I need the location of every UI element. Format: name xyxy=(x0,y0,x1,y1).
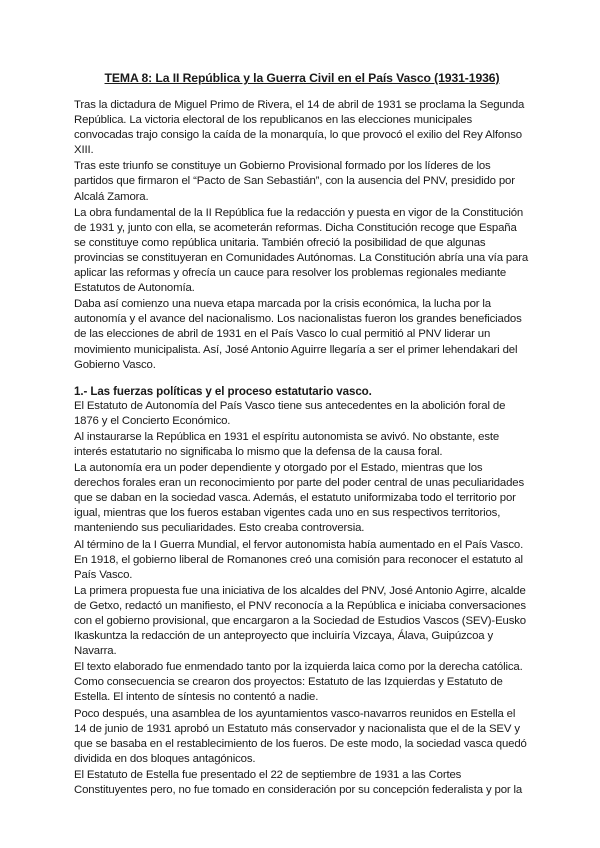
section-paragraph-5: La primera propuesta fue una iniciativa de los alcaldes del PNV, José Antonio Agirre, alcalde de Getxo, redactó un manifiesto, el PNV reconocía a la República e iniciaba conversaciones con el gobierno provisional, que encargaron a la Sociedad de Estudios Vascos (SEV)-Eusko Ikaskuntza la redacción de un anteproyecto que incluiría Vizcaya, Álava, Guipúzcoa y Navarra. xyxy=(74,584,526,658)
section-paragraph-2: Al instaurarse la República en 1931 el espíritu autonomista se avivó. No obstante, este interés estatutario no significaba lo mismo que la defensa de la causa foral. xyxy=(74,430,500,458)
section-paragraph-1: El Estatuto de Autonomía del País Vasco tiene sus antecedentes en la abolición foral de 1876 y el Concierto Económico. xyxy=(74,399,506,427)
section-heading: 1.- Las fuerzas políticas y el proceso estatutario vasco. xyxy=(74,384,372,398)
intro-paragraph-3: La obra fundamental de la II República fue la redacción y puesta en vigor de la Constitución de 1931 y, junto con ella, se acometerán reformas. Dicha Constitución recoge que España se constituye como república unitaria. También ofreció la posibilidad de que algunas provincias se constituyeran en Comunidades Autónomas. La Constitución abría una vía para aplicar las reformas y ofrecía un cauce para resolver los problemas regionales mediante Estatutos de Autonomía. xyxy=(74,206,529,295)
intro-paragraph-2: Tras este triunfo se constituye un Gobierno Provisional formado por los líderes de los partidos que firmaron el “Pacto de San Sebastián”, con la ausencia del PNV, presidido por Alcalá Zamora. xyxy=(74,160,515,203)
section-paragraph-8: El Estatuto de Estella fue presentado el 22 de septiembre de 1931 a las Cortes Constituyentes pero, no fue tomado en consideración por su concepción federalista y por la xyxy=(74,768,523,797)
intro-section xyxy=(74,98,530,373)
section-paragraph-7: Poco después, una asamblea de los ayuntamientos vasco-navarros reunidos en Estella el 14 de junio de 1931 aprobó un Estatuto más conservador y nacionalista que el de la SEV y que se basaba en el restablecimiento de los fueros. De este modo, la sociedad vasca quedó dividida en dos bloques antagónicos. xyxy=(74,707,527,765)
intro-paragraph-1: Tras la dictadura de Miguel Primo de Rivera, el 14 de abril de 1931 se proclama la Segunda República. La victoria electoral de los republicanos en las elecciones municipales convocadas trajo consigo la caída de la monarquía, lo que provocó el exilio del Rey Alfonso XIII. xyxy=(74,99,525,157)
section-paragraph-6: El texto elaborado fue enmendado tanto por la izquierda laica como por la derecha católica. Como consecuencia se crearon dos proyectos: Estatuto de las Izquierdas y Estatuto de Estella. El intento de síntesis no contentó a nadie. xyxy=(74,661,523,704)
document-title: TEMA 8: La II República y la Guerra Civil en el País Vasco (1931-1936) xyxy=(104,71,500,85)
intro-paragraph-4: Daba así comienzo una nueva etapa marcada por la crisis económica, la lucha por la autonomía y el avance del nacionalismo. Los nacionalistas fueron los grandes beneficiados de las elecciones de abril de 1931 en el País Vasco lo cual permitió al PNV liderar un movimiento municipalista. Así, José Antonio Aguirre llegaría a ser el primer lehendakari del Gobierno Vasco. xyxy=(74,298,522,371)
section-paragraph-4: Al término de la I Guerra Mundial, el fervor autonomista había aumentado en el País Vasco. En 1918, el gobierno liberal de Romanones creó una comisión para reconocer el estatuto al País Vasco. xyxy=(74,538,524,581)
section-paragraph-3: La autonomía era un poder dependiente y otorgado por el Estado, mientras que los derechos forales eran un reconocimiento por parte del poder central de unas peculiaridades que se daban en la sociedad vasca. Además, el estatuto uniformizaba todo el territorio por igual, mientras que los fueros estaban vigentes cada uno en sus respectivos territorios, manteniendo sus peculiaridades. Esto creaba controversia. xyxy=(74,462,525,535)
section-body xyxy=(74,399,530,798)
